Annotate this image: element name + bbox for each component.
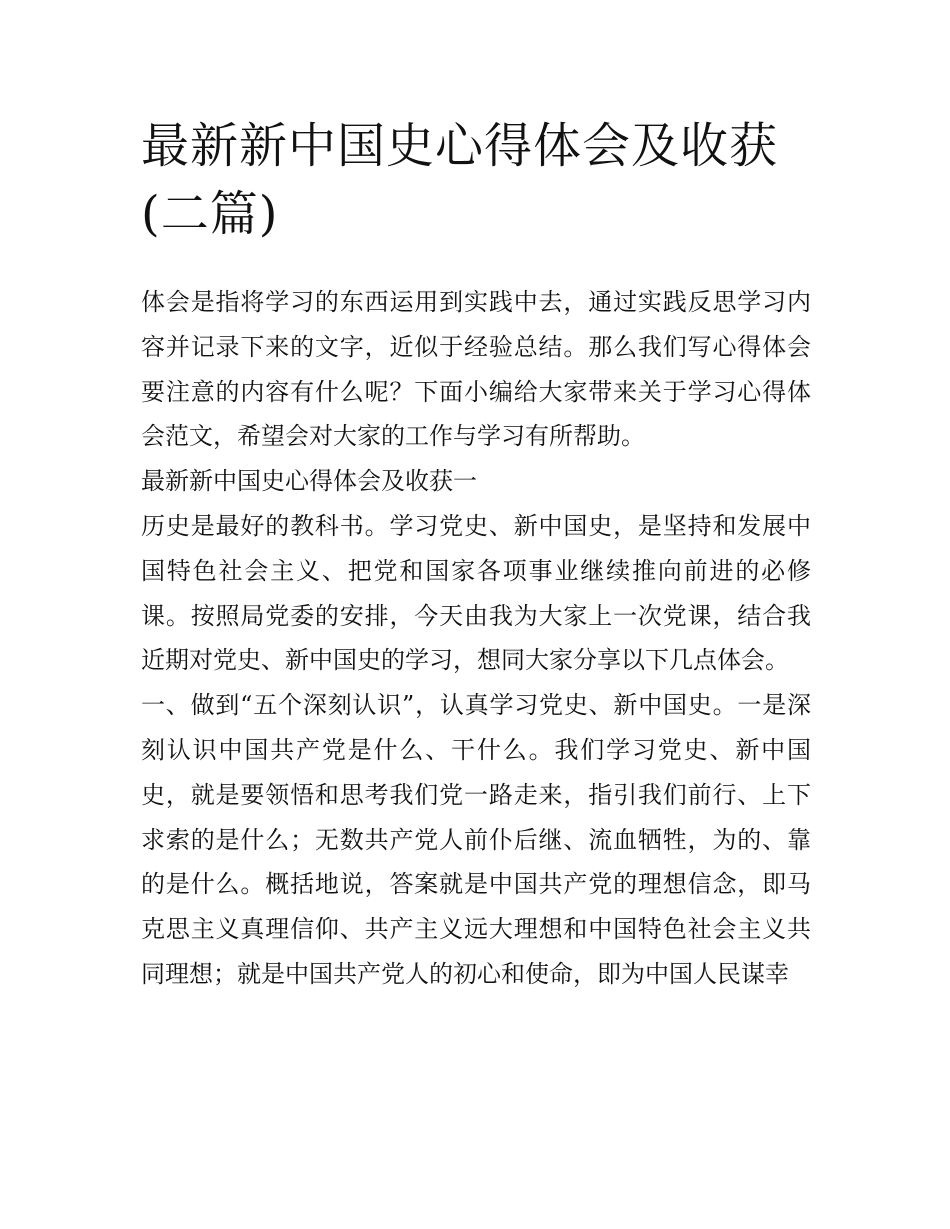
body-paragraph: 一、做到“五个深刻认识”，认真学习党史、新中国史。一是深刻认识中国共产党是什么、干什么。我们学习党史、新中国史，就是要领悟和思考我们党一路走来，指引我们前行、上下求索的是什么；无数共产党人前仆后继、流血牺牲，为的、靠的是什么。概括地说，答案就是中国共产党的理想信念，即马克思主义真理信仰、共产主义远大理想和中国特色社会主义共同理想；就是中国共产党人的初心和使命，即为中国人民谋幸	[141, 691, 811, 988]
document-body	[141, 280, 811, 997]
section-heading: 最新新中国史心得体会及收获一	[141, 467, 477, 496]
body-paragraph: 历史是最好的教科书。学习党史、新中国史，是坚持和发展中国特色社会主义、把党和国家各项事业继续推向前进的必修课。按照局党委的安排，今天由我为大家上一次党课，结合我近期对党史、新中国史的学习，想同大家分享以下几点体会。	[141, 511, 811, 675]
document-title: 最新新中国史心得体会及收获(二篇)	[141, 118, 779, 242]
intro-paragraph: 体会是指将学习的东西运用到实践中去，通过实践反思学习内容并记录下来的文字，近似于经验总结。那么我们写心得体会要注意的内容有什么呢？下面小编给大家带来关于学习心得体会范文，希望会对大家的工作与学习有所帮助。	[141, 288, 811, 451]
